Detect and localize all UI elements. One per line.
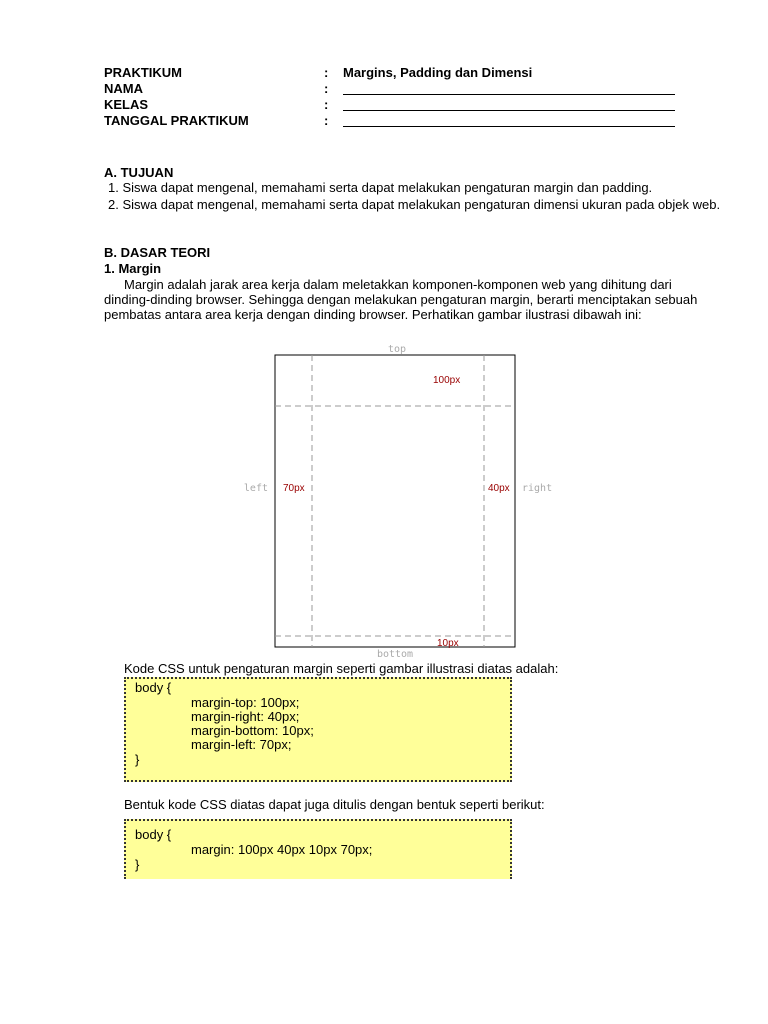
code-line: margin-left: 70px;	[191, 737, 292, 752]
code-line: margin-right: 40px;	[191, 709, 300, 724]
header-colon: :	[324, 65, 329, 80]
header-label: KELAS	[104, 97, 149, 112]
left-value: 70px	[283, 483, 305, 494]
margin-subheading: 1. Margin	[104, 261, 162, 276]
header-value: Margins, Padding dan Dimensi	[343, 65, 533, 80]
header-colon: :	[324, 81, 329, 96]
code-line: }	[135, 857, 140, 872]
tujuan-item: 1. Siswa dapat mengenal, memahami serta dapat melakukan pengaturan margin dan padding.	[108, 180, 653, 195]
paragraph-line: dinding-dinding browser. Sehingga dengan melakukan pengaturan margin, berarti menciptakan sebuah	[104, 292, 698, 307]
header-colon: :	[324, 97, 329, 112]
code-line: body {	[135, 827, 172, 842]
header-colon: :	[324, 113, 329, 128]
code-line: }	[135, 752, 140, 767]
tujuan-heading: A. TUJUAN	[104, 165, 174, 180]
top-value: 100px	[433, 375, 461, 386]
browser-frame	[275, 355, 515, 647]
code1-intro: Kode CSS untuk pengaturan margin seperti gambar illustrasi diatas adalah:	[124, 661, 559, 676]
paragraph-line: pembatas antara area kerja dengan dinding browser. Perhatikan gambar ilustrasi dibawah ini:	[104, 307, 642, 322]
code2-intro: Bentuk kode CSS diatas dapat juga ditulis dengan bentuk seperti berikut:	[124, 797, 545, 812]
code-line: margin: 100px 40px 10px 70px;	[191, 842, 373, 857]
right-value: 40px	[488, 483, 510, 494]
top-label: top	[387, 344, 407, 355]
paragraph-line: Margin adalah jarak area kerja dalam meletakkan komponen-komponen web yang dihitung dari	[124, 277, 672, 292]
tujuan-item: 2. Siswa dapat mengenal, memahami serta dapat melakukan pengaturan dimensi ukuran pada objek web.	[108, 197, 721, 212]
bottom-value: 10px	[437, 638, 459, 649]
right-label: right	[522, 483, 553, 494]
code-block-2	[124, 819, 512, 879]
dasar-heading: B. DASAR TEORI	[104, 245, 211, 260]
code-line: body {	[135, 680, 172, 695]
header-label: NAMA	[104, 81, 143, 96]
header-label: PRAKTIKUM	[104, 65, 182, 80]
header-label: TANGGAL PRAKTIKUM	[104, 113, 249, 128]
code-line: margin-top: 100px;	[191, 695, 300, 710]
left-label: left	[243, 483, 268, 494]
code-line: margin-bottom: 10px;	[191, 723, 314, 738]
bottom-label: bottom	[376, 649, 414, 660]
code-block-1	[124, 677, 512, 782]
